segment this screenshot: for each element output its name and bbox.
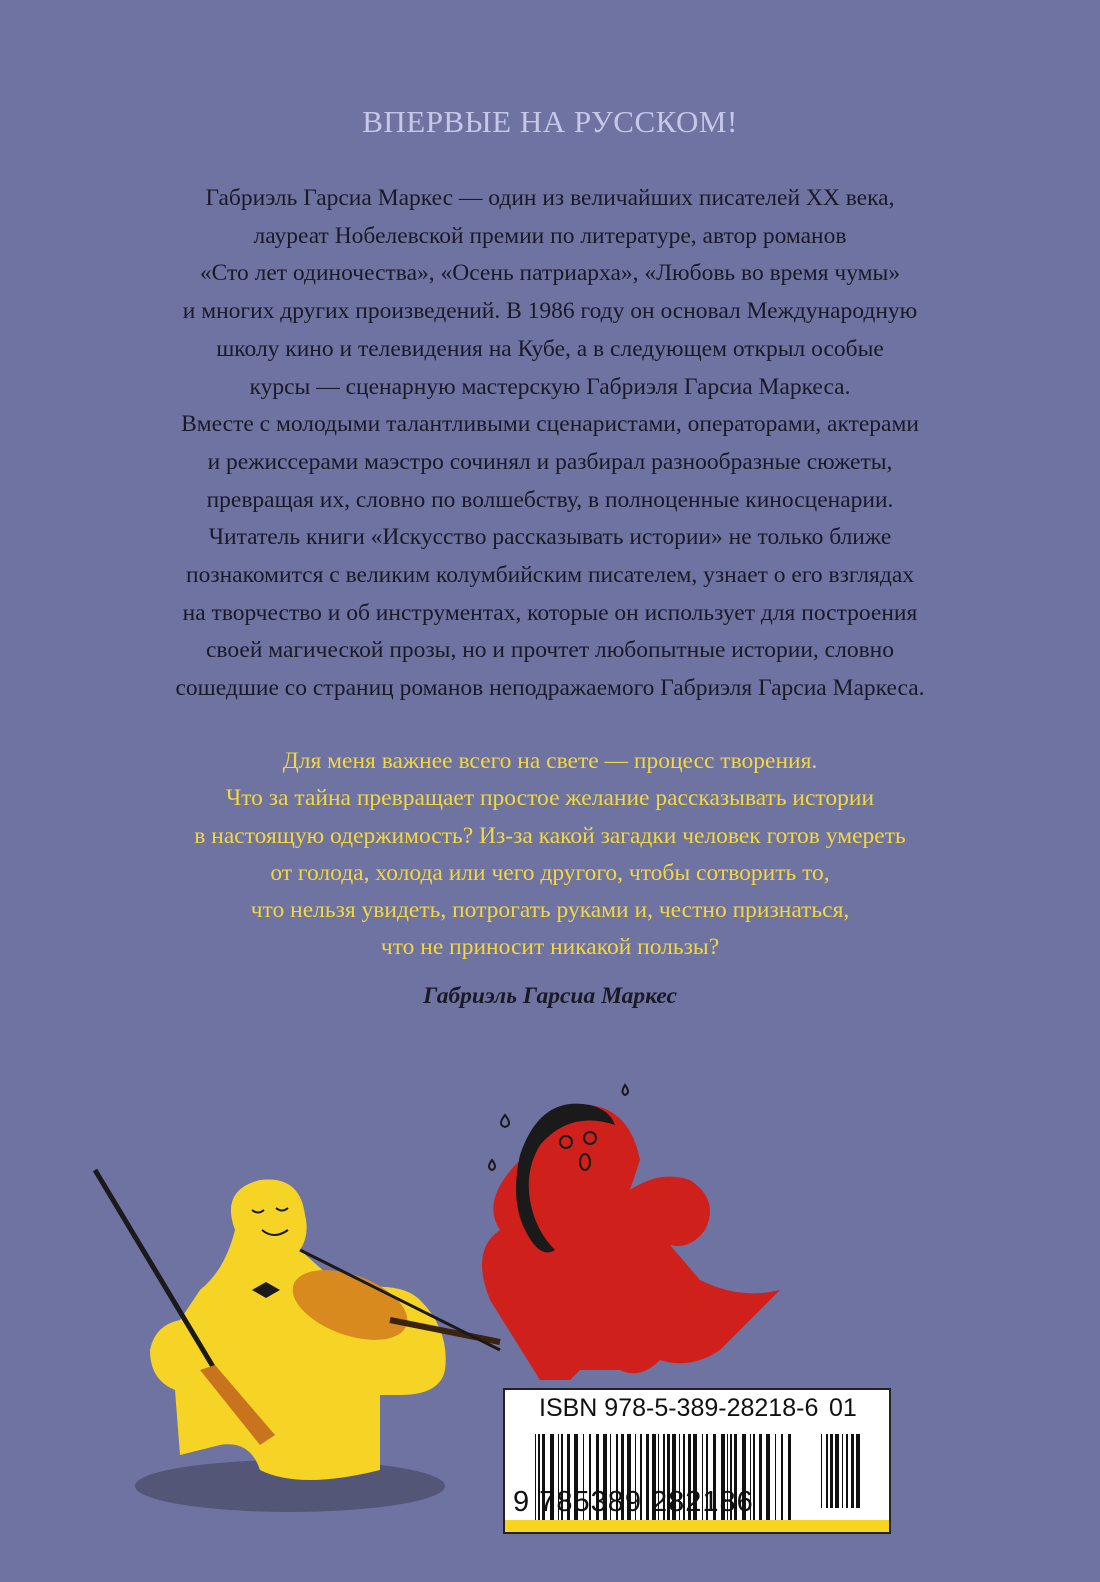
barcode-digits: 9 785389 282186 bbox=[513, 1486, 754, 1518]
description-line: превращая их, словно по волшебству, в полноценные киносценарии. bbox=[206, 486, 894, 513]
barcode-bar bbox=[830, 1434, 833, 1508]
quote-line: что не приносит никакой пользы? bbox=[380, 934, 720, 961]
cover-heading: ВПЕРВЫЕ НА РУССКОМ! bbox=[362, 104, 738, 139]
barcode-bar bbox=[846, 1434, 848, 1508]
description-line: познакомится с великим колумбийским писателем, узнает о его взглядах bbox=[186, 562, 914, 589]
isbn-barcode bbox=[503, 1388, 891, 1534]
isbn-label: ISBN 978-5-389-28218-6 bbox=[539, 1394, 819, 1422]
description-line: Габриэль Гарсиа Маркес — один из величайших писателей XX века, bbox=[205, 185, 895, 211]
description-line: «Сто лет одиночества», «Осень патриарха», «Любовь во время чумы» bbox=[199, 260, 901, 287]
description-line: своей магической прозы, но и прочтет любопытные истории, словно bbox=[205, 637, 894, 664]
quote-line: что нельзя увидеть, потрогать руками и, честно признаться, bbox=[250, 897, 850, 924]
description-line: и многих других произведений. В 1986 году он основал Международную bbox=[182, 298, 918, 325]
description-line: лауреат Нобелевской премии по литературе, автор романов bbox=[253, 222, 847, 249]
description-line: Вместе с молодыми талантливыми сценаристами, операторами, актерами bbox=[181, 411, 919, 438]
barcode-bar bbox=[821, 1434, 822, 1508]
description-line: курсы — сценарную мастерскую Габриэля Гарсиа Маркеса. bbox=[249, 373, 851, 400]
barcode-bar bbox=[851, 1434, 854, 1508]
description-line: Читатель книги «Искусство рассказывать истории» не только ближе bbox=[208, 524, 892, 551]
description-line: на творчество и об инструментах, которые он использует для построения bbox=[182, 599, 918, 626]
description-line: сошедшие со страниц романов неподражаемого Габриэля Гарсиа Маркеса. bbox=[175, 675, 925, 702]
barcode-bar bbox=[842, 1434, 843, 1508]
author-quote bbox=[0, 743, 1100, 967]
barcode-bar bbox=[856, 1434, 860, 1508]
barcode-bar bbox=[766, 1434, 770, 1520]
book-description bbox=[0, 180, 1100, 708]
barcode-bar bbox=[788, 1434, 791, 1520]
quote-line: Для меня важнее всего на свете — процесс творения. bbox=[282, 748, 818, 774]
description-line: школу кино и телевидения на Кубе, а в следующем открыл особые bbox=[216, 335, 884, 362]
barcode-bar bbox=[826, 1434, 828, 1508]
quote-line: в настоящую одержимость? Из-за какой загадки человек готов умереть bbox=[194, 822, 906, 849]
isbn-addon: 01 bbox=[829, 1394, 857, 1422]
barcode-bar bbox=[775, 1434, 776, 1520]
barcode-bar bbox=[781, 1434, 783, 1520]
quote-line: от голода, холода или чего другого, чтобы сотворить то, bbox=[270, 859, 830, 886]
quote-line: Что за тайна превращает простое желание рассказывать истории bbox=[225, 785, 875, 812]
barcode-bar bbox=[759, 1434, 762, 1520]
quote-author: Габриэль Гарсиа Маркес bbox=[423, 983, 677, 1009]
barcode-bar bbox=[835, 1434, 839, 1508]
yellow-strip bbox=[505, 1520, 889, 1532]
description-line: и режиссерами маэстро сочинял и разбирал разнообразные сюжеты, bbox=[207, 448, 893, 475]
